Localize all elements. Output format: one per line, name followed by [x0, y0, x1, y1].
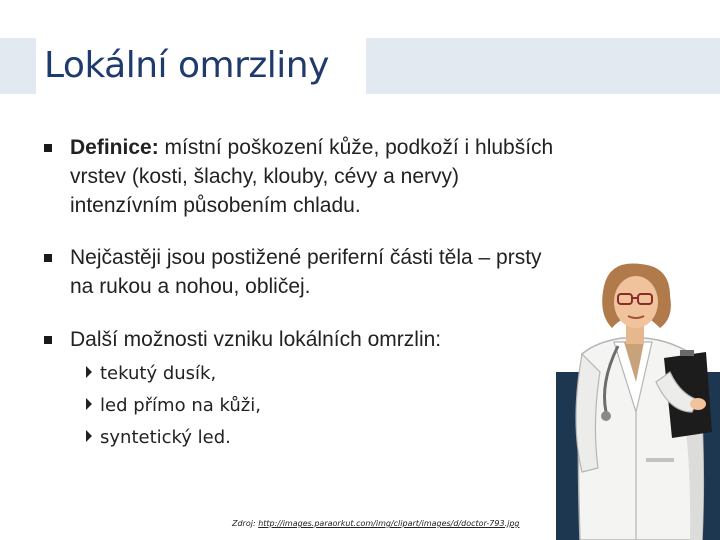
image-source-link[interactable]: http://images.paraorkut.com/img/clipart/images/d/doctor-793.jpg — [258, 519, 520, 528]
triangle-arrow-icon — [86, 366, 92, 378]
definition-line3: intenzívním působením chladu. — [70, 194, 361, 217]
sub-item-synthetic-ice: syntetický led. — [86, 426, 231, 450]
definition-line2: vrstev (kosti, šlachy, klouby, cévy a nervy) — [70, 165, 460, 188]
other-causes-tail: omrzlin: — [367, 328, 442, 351]
common-sites-line2: na rukou a nohou, obličej. — [70, 275, 311, 298]
doctor-clipart — [552, 262, 720, 540]
sub-item-liquid-nitrogen: tekutý dusík, — [86, 362, 216, 386]
sub-item-ice-on-skin: led přímo na kůži, — [86, 394, 261, 418]
definition-text: místní poškození kůže, podkoží i hlubších — [158, 136, 554, 159]
definition-label: Definice: — [70, 136, 159, 159]
square-bullet-icon — [44, 144, 52, 152]
square-bullet-icon — [44, 336, 52, 344]
triangle-arrow-icon — [86, 430, 92, 442]
common-sites-line1: Nejčastěji jsou postižené periferní části těla – prsty — [70, 246, 542, 269]
square-bullet-icon — [44, 254, 52, 262]
slide-title: Lokální omrzliny — [44, 45, 329, 86]
other-causes-text: Další možnosti vzniku lokálních — [70, 328, 368, 351]
image-source-credit: Zdroj: http://images.paraorkut.com/img/clipart/images/d/doctor-793.jpg — [232, 519, 520, 528]
triangle-arrow-icon — [86, 398, 92, 410]
